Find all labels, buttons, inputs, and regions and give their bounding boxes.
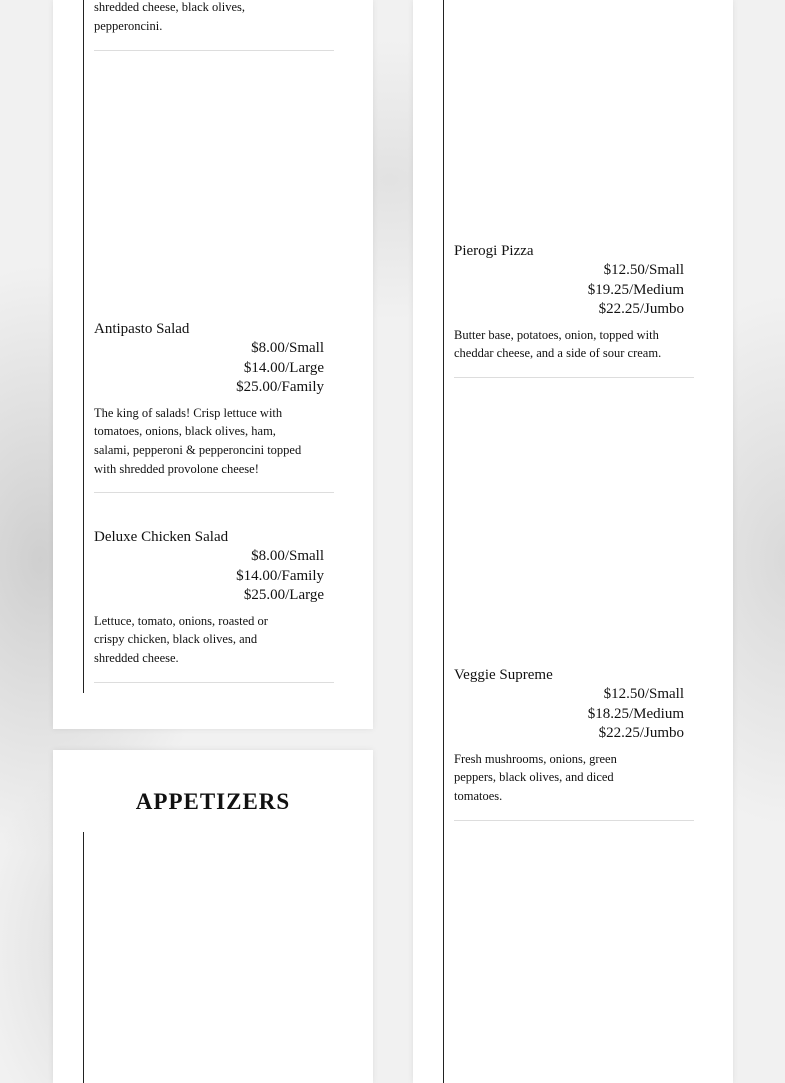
item-description: Butter base, potatoes, onion, topped with cheddar cheese, and a side of sour cream. (454, 327, 662, 361)
item-name: Deluxe Chicken Salad (94, 529, 229, 545)
item-name: Antipasto Salad (94, 321, 190, 337)
item-prices (454, 685, 694, 744)
item-price: $19.25/Medium (587, 281, 684, 298)
item-price: $12.50/Small (603, 262, 684, 278)
item-description: The king of salads! Crisp lettuce with tomatoes, onions, black olives, ham, salami, pepperoni & pepperoncini topped with shredded provolone cheese! (94, 405, 302, 476)
item-price: $25.00/Large (243, 587, 324, 604)
item-price: $8.00/Small (251, 340, 324, 356)
item-prices (94, 547, 334, 606)
item-price: $14.00/Large (243, 359, 324, 376)
appetizers-divider-line (83, 832, 84, 1083)
menu-item-pierogi-pizza (454, 241, 694, 378)
item-divider (94, 50, 334, 51)
item-divider (94, 682, 334, 683)
item-prices (94, 339, 334, 398)
salads-divider-line (83, 0, 84, 693)
pizzas-divider-line (443, 0, 444, 1083)
item-description: Lettuce, tomato, onions, roasted or crispy chicken, black olives, and shredded cheese. (94, 613, 268, 665)
menu-item-deluxe-chicken-salad (94, 527, 334, 683)
item-name: Veggie Supreme (454, 667, 553, 683)
item-description: shredded cheese, black olives, pepperoncini. (94, 0, 245, 33)
pizzas-card (413, 0, 733, 1083)
item-name: Pierogi Pizza (454, 243, 534, 259)
item-price: $25.00/Family (236, 379, 324, 396)
menu-item-veggie-supreme (454, 665, 694, 821)
menu-item-fragment (94, 0, 334, 51)
menu-item-antipasto-salad (94, 319, 334, 493)
section-title-appetizers: APPETIZERS (135, 789, 291, 814)
item-price: $12.50/Small (603, 686, 684, 702)
item-divider (454, 820, 694, 821)
item-price: $18.25/Medium (587, 705, 684, 722)
item-price: $14.00/Family (236, 567, 324, 584)
item-description: Fresh mushrooms, onions, green peppers, black olives, and diced tomatoes. (454, 751, 617, 803)
item-price: $22.25/Jumbo (598, 725, 684, 742)
item-divider (94, 492, 334, 493)
item-prices (454, 261, 694, 320)
item-price: $22.25/Jumbo (598, 301, 684, 318)
item-divider (454, 377, 694, 378)
item-price: $8.00/Small (251, 548, 324, 564)
